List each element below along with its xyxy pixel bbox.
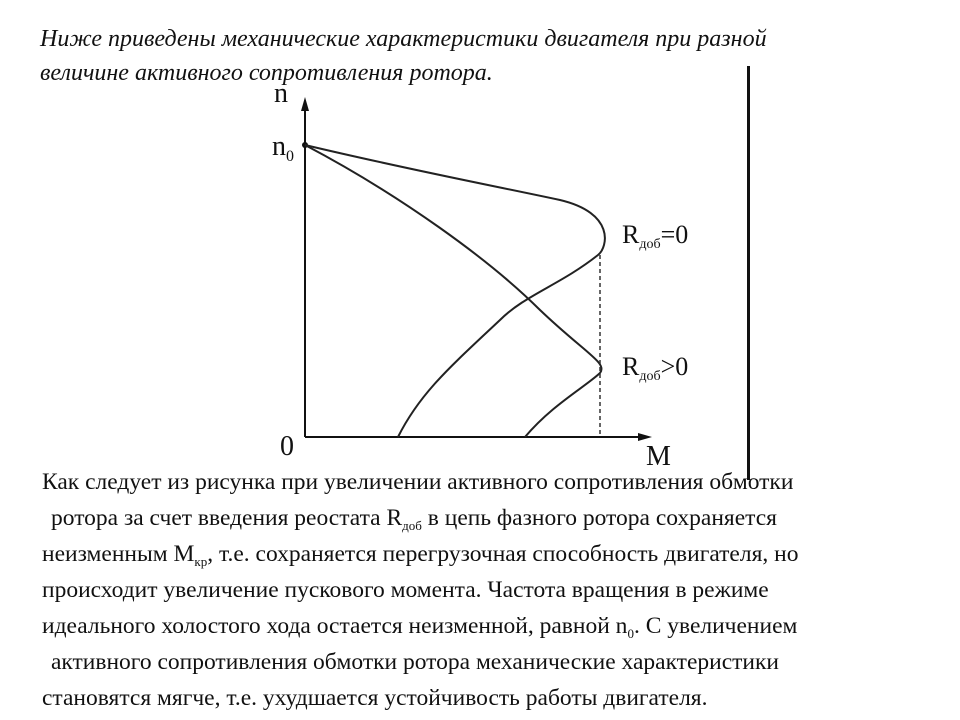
body-line-7: становятся мягче, т.е. ухудшается устойчивость работы двигателя. <box>42 685 708 711</box>
curve-rdob-zero <box>305 145 605 437</box>
y-axis-arrow <box>301 97 309 111</box>
origin-label: 0 <box>280 431 294 462</box>
body-line-3: неизменным $M_{кр}$, т.е. сохраняется перегрузочная способность двигателя, но <box>42 541 799 569</box>
curve-rdob-positive <box>305 145 602 437</box>
x-axis-arrow <box>638 433 652 441</box>
body-line-4: происходит увеличение пускового момента. Частота вращения в режиме <box>42 577 769 603</box>
intro-line-2: величине активного сопротивления ротора. <box>40 60 493 86</box>
explanation-text <box>42 464 922 716</box>
vertical-divider <box>747 66 750 480</box>
curve-label-rdob-zero: Rдоб=0 <box>622 220 689 252</box>
y-axis-label: n <box>274 78 288 109</box>
body-line-5: идеального холостого хода остается неизменной, равной $n_0$. С увеличением <box>42 613 798 641</box>
x-axis-label: M <box>646 441 671 472</box>
mechanical-characteristics-figure <box>260 75 730 470</box>
intro-line-1: Ниже приведены механические характеристики двигателя при разной <box>40 26 767 52</box>
body-line-2: ротора за счет введения реостата $R_{доб}$ в цепь фазного ротора сохраняется <box>51 505 777 533</box>
body-line-6: активного сопротивления обмотки ротора механические характеристики <box>51 649 779 675</box>
body-line-1: Как следует из рисунка при увеличении активного сопротивления обмотки <box>42 469 794 495</box>
curve-label-rdob-positive: Rдоб>0 <box>622 352 689 384</box>
characteristics-plot <box>260 75 730 470</box>
n0-label: $n_0$ <box>272 131 294 165</box>
